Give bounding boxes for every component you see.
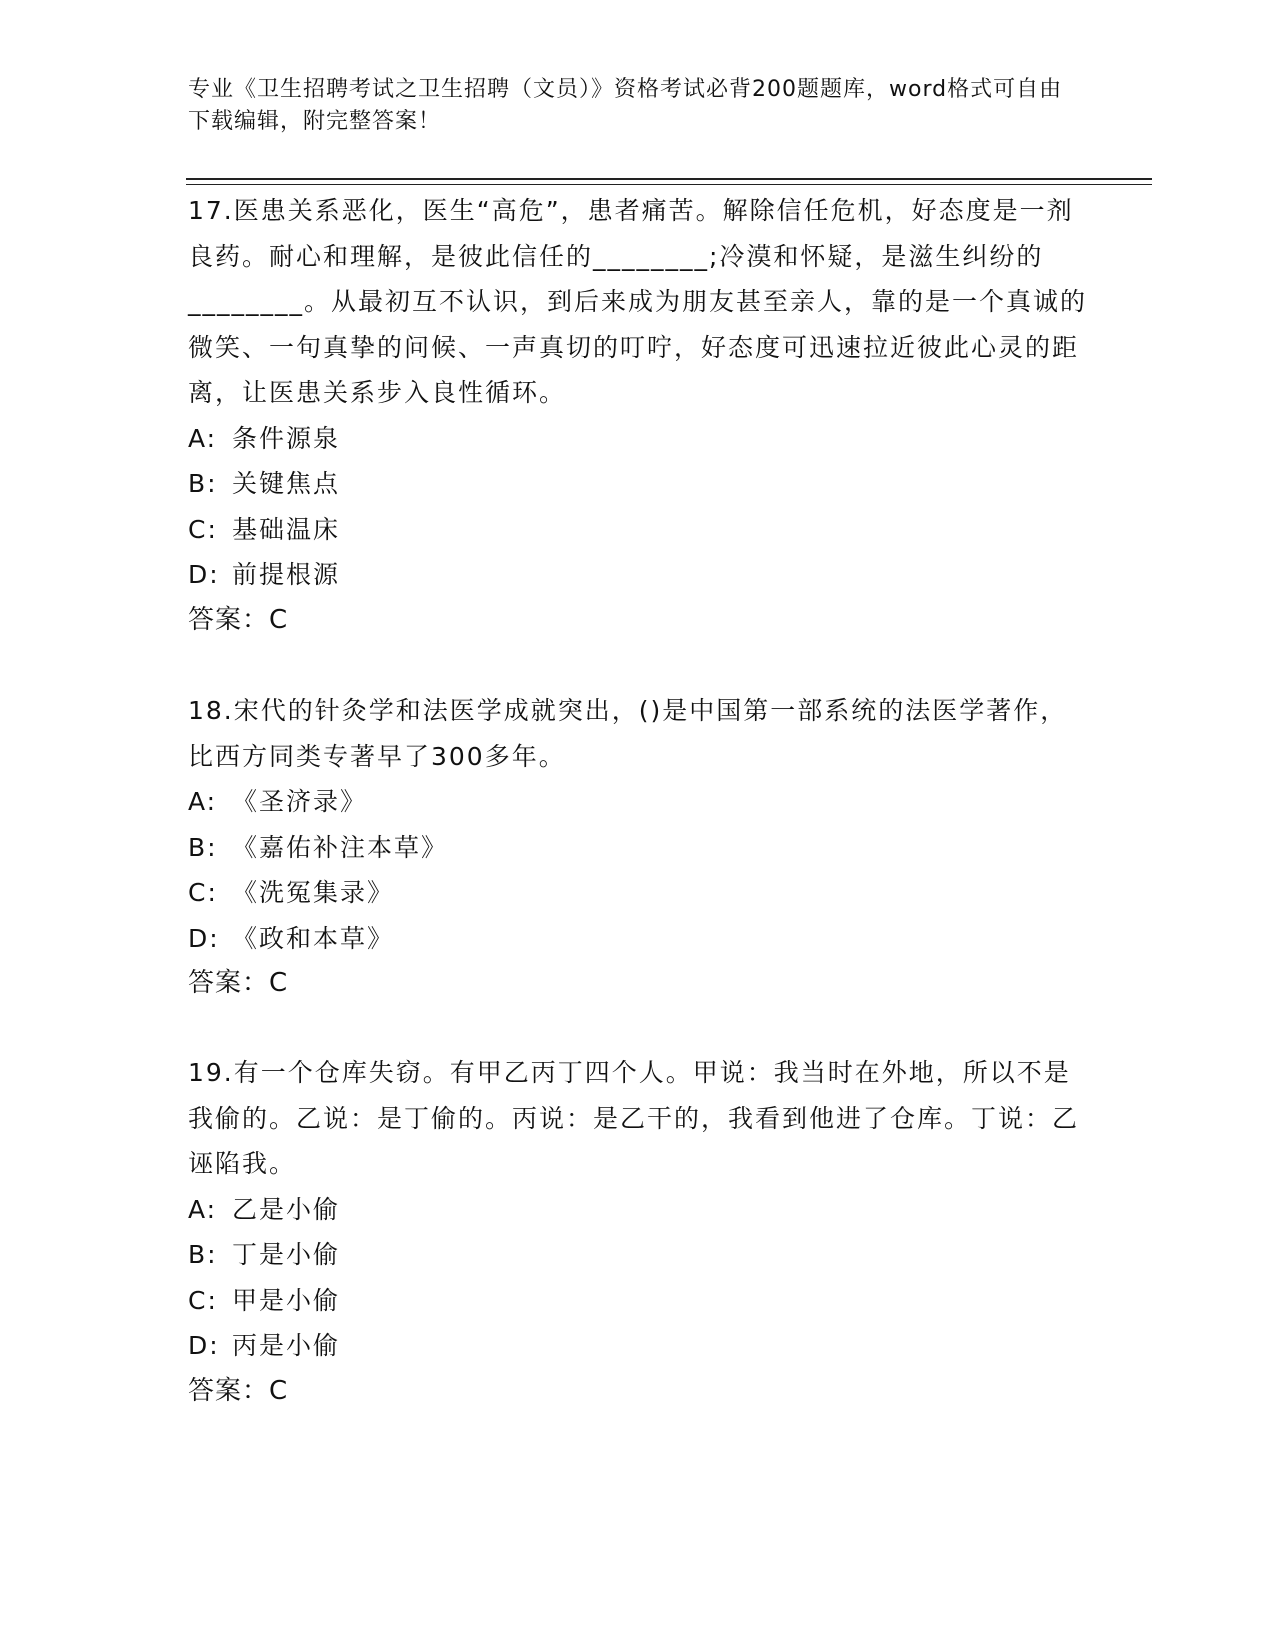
option-a [188,1187,1088,1233]
option-key: B: [188,469,218,498]
option-text: 基础温床 [232,514,341,544]
option-key: C: [188,1285,218,1315]
option-key: C: [188,878,218,907]
header-divider-thin [186,184,1152,185]
option-text: 《洗冤集录》 [232,878,395,907]
option-key: D: [188,560,220,589]
question-text: 17.医患关系恶化，医生“高危”，患者痛苦。解除信任危机，好态度是一剂良药。耐心和理解，是彼此信任的________;冷漠和怀疑，是滋生纠纷的________。从最初互不认识，到后来成为朋友甚至亲人，靠的是一个真诚的微笑、一句真挚的问候、一声真切的叮咛，好态度可迅速拉近彼此心灵的距离，让医患关系步入良性循环。 [188,196,1088,407]
option-key: D: [188,923,220,953]
option-c [188,870,1088,916]
option-a [188,779,1088,825]
option-d [188,1323,1088,1369]
option-text: 《圣济录》 [232,787,368,816]
option-key: A: [188,787,218,816]
question-text: 18.宋代的针灸学和法医学成就突出，()是中国第一部系统的法医学著作，比西方同类专著早了300多年。 [188,696,1068,771]
answer-line: 答案：C [188,1375,289,1406]
option-key: A: [188,423,218,453]
option-text: 前提根源 [232,560,341,589]
option-key: D: [188,1331,220,1360]
option-text: 条件源泉 [232,423,341,453]
question-text: 19.有一个仓库失窃。有甲乙丙丁四个人。甲说：我当时在外地，所以不是我偷的。乙说：是丁偷的。丙说：是乙干的，我看到他进了仓库。丁说：乙诬陷我。 [188,1058,1080,1178]
option-c [188,1278,1088,1324]
option-text: 丙是小偷 [232,1331,341,1360]
document-header: 专业《卫生招聘考试之卫生招聘（文员）》资格考试必背200题题库，word格式可自由下载编辑，附完整答案！ [188,77,1063,134]
option-text: 《嘉佑补注本草》 [232,832,449,862]
option-text: 丁是小偷 [232,1240,341,1269]
option-text: 《政和本草》 [232,923,395,953]
option-b [188,825,1088,871]
question-19 [188,1050,1088,1414]
answer-line: 答案：C [188,604,289,635]
option-d [188,916,1088,962]
question-18 [188,688,1088,1007]
option-b [188,461,1088,507]
option-d [188,552,1088,598]
option-key: B: [188,832,218,862]
option-b [188,1232,1088,1278]
option-text: 甲是小偷 [232,1285,341,1315]
option-key: C: [188,514,218,544]
option-key: B: [188,1240,218,1269]
question-17 [188,188,1088,643]
option-text: 关键焦点 [232,469,341,498]
answer-line: 答案：C [188,968,289,998]
option-a [188,416,1088,462]
option-c [188,507,1088,553]
option-key: A: [188,1194,218,1224]
header-divider-thick [186,178,1152,180]
option-text: 乙是小偷 [232,1194,341,1224]
